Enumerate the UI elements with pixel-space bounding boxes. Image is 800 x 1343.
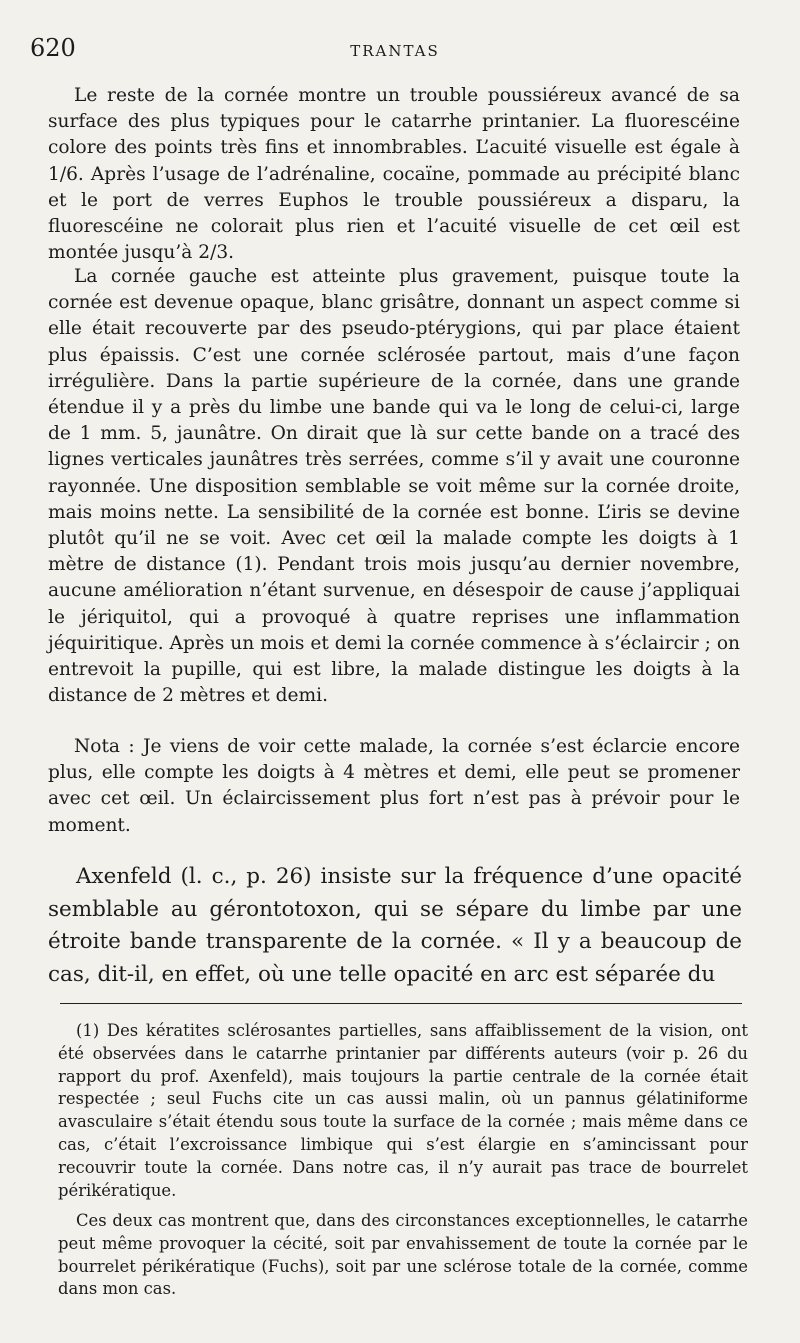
paragraph: Axenfeld (l. c., p. 26) insiste sur la fréquence d’une opacité semblable au gérontotoxon, qui se sépare du limbe par une étroite bande transparente de la cornée. « Il y a beaucoup de cas, dit-il, en effet, où une telle opacité en arc est séparée du	[48, 864, 742, 987]
page-number: 620	[30, 34, 76, 62]
footnote-1-continued: Ces deux cas montrent que, dans des circonstances exceptionnelles, le catarrhe peut même provoquer la cécité, soit par envahissement de toute la cornée par le bourrelet périkératique (Fuchs), soit par une sclérose totale de la cornée, comme dans mon cas.	[58, 1211, 748, 1299]
paragraph: Nota : Je viens de voir cette malade, la cornée s’est éclarcie encore plus, elle compte les doigts à 4 mètres et demi, elle peut se promener avec cet œil. Un éclaircissement plus fort n’est pas à prévoir pour le moment.	[48, 736, 740, 836]
paragraph: La cornée gauche est atteinte plus gravement, puisque toute la cornée est devenue opaque, blanc grisâtre, donnant un aspect comme si elle était recouverte par des pseudo-ptérygions, qui par place étaient plus épaissis. C’est une cornée sclérosée partout, mais d’une façon irrégulière. Dans la partie supérieure de la cornée, dans une grande étendue il y a près du limbe une bande qui va le long de celui-ci, large de 1 mm. 5, jaunâtre. On dirait que là sur cette bande on a tracé des lignes verticales jaunâtres très serrées, comme s’il y avait une couronne rayonnée. Une disposition semblable se voit même sur la cornée droite, mais moins nette. La sensibilité de la cornée est bonne. L’iris se devine plutôt qu’il ne se voit. Avec cet œil la malade compte les doigts à 1 mètre de distance (1). Pendant trois mois jusqu’au dernier novembre, aucune amélioration n’étant survenue, en désespoir de cause j’appliquai le jériquitol, qui a provoqué à quatre reprises une inflammation jéquiritique. Après un mois et demi la cornée commence à s’éclaircir ; on entrevoit la pupille, qui est libre, la malade distingue les doigts à la distance de 2 mètres et demi.	[48, 266, 740, 707]
text-block-case-left-eye	[48, 264, 740, 709]
text-block-case-right-eye	[48, 83, 740, 266]
text-block-nota	[48, 734, 740, 839]
footnote-divider	[60, 1003, 742, 1004]
footnote-1: (1) Des kératites sclérosantes partielles, sans affaiblissement de la vision, ont été observées dans le catarrhe printanier par différents auteurs (voir p. 26 du rapport du prof. Axenfeld), mais toujours la partie centrale de la cornée était respectée ; seul Fuchs cite un cas aussi malin, où un pannus gélatiniforme avasculaire s’était étendu sous toute la surface de la cornée ; mais même dans ce cas, c’était l’excroissance limbique qui s’est élargie en s’amincissant pour recouvrir toute la cornée. Dans notre cas, il n’y aurait pas trace de bourrelet périkératique.	[58, 1021, 748, 1200]
page-header	[30, 34, 760, 64]
running-head: TRANTAS	[350, 42, 440, 60]
text-block-axenfeld	[48, 861, 742, 991]
paragraph: Le reste de la cornée montre un trouble poussiéreux avancé de sa surface des plus typiques pour le catarrhe printanier. La fluorescéine colore des points très fins et innombrables. L’acuité visuelle est égale à 1/6. Après l’usage de l’adrénaline, cocaïne, pommade au précipité blanc et le port de verres Euphos le trouble poussiéreux a disparu, la fluorescéine ne colorait plus rien et l’acuité visuelle de cet œil est montée jusqu’à 2/3.	[48, 85, 740, 264]
